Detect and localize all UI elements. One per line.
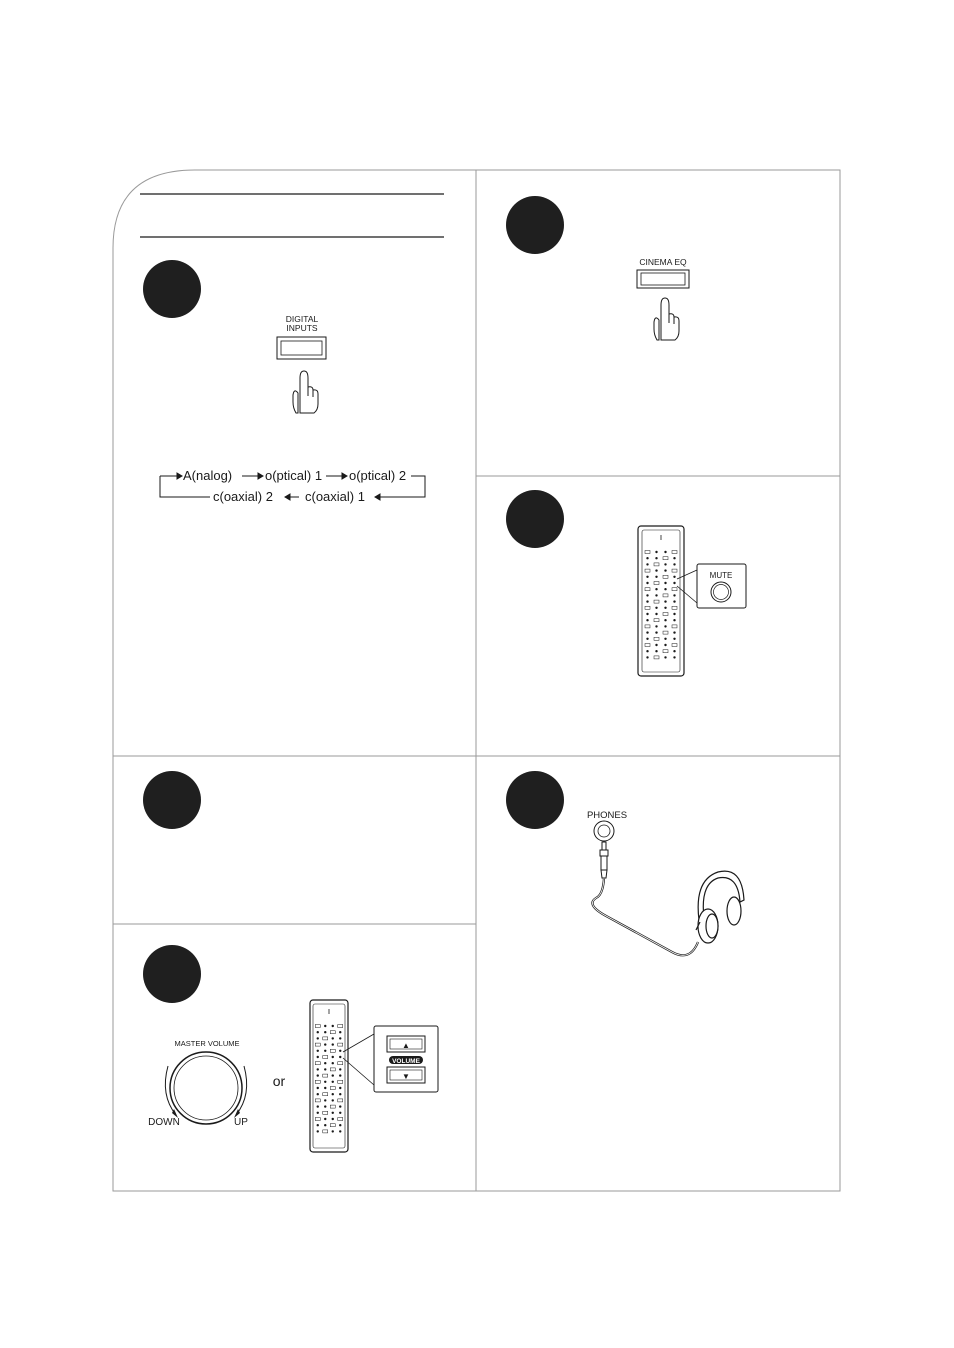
volume-up-label: UP bbox=[234, 1117, 248, 1128]
cycle-optical-1: o(ptical) 1 bbox=[265, 468, 323, 483]
mute-label: MUTE bbox=[709, 571, 733, 580]
remote-control-icon bbox=[310, 1000, 348, 1152]
cycle-coaxial-2: c(oaxial) 2 bbox=[213, 489, 273, 504]
remote-up-arrow: ▲ bbox=[402, 1041, 410, 1050]
cinema-eq-label: CINEMA EQ bbox=[639, 257, 687, 267]
master-volume-label: MASTER VOLUME bbox=[174, 1039, 240, 1048]
volume-down-label: DOWN bbox=[148, 1117, 180, 1128]
phones-label: PHONES bbox=[586, 810, 628, 821]
remote-volume-label: VOLUME bbox=[392, 1058, 420, 1065]
digital-label-line1: DIGITAL bbox=[285, 314, 319, 324]
cycle-optical-2: o(ptical) 2 bbox=[349, 468, 407, 483]
cycle-analog: A(nalog) bbox=[183, 468, 233, 483]
or-text: or bbox=[272, 1073, 286, 1089]
cycle-coaxial-1: c(oaxial) 1 bbox=[305, 489, 365, 504]
master-volume-knob[interactable] bbox=[170, 1052, 242, 1124]
remote-down-arrow: ▼ bbox=[402, 1072, 410, 1081]
digital-label-line2: INPUTS bbox=[286, 323, 318, 333]
